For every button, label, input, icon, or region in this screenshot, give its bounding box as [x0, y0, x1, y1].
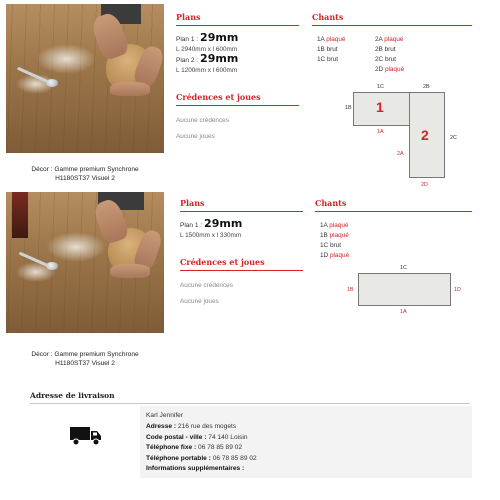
- chant-1B: 1B plaqué: [320, 232, 349, 239]
- plan-1-dimensions: L 1500mm x l 330mm: [180, 232, 242, 239]
- edge-label-1B: 1B: [347, 287, 354, 293]
- edge-label-1C: 1C: [377, 84, 384, 90]
- credences-heading: Crédences et joues: [180, 257, 265, 267]
- chants-divider: [315, 211, 472, 212]
- chant-1A: 1A plaqué: [320, 222, 349, 229]
- chants-heading: Chants: [315, 198, 347, 208]
- decor-photo: [6, 4, 164, 153]
- chant-2A: 2A plaqué: [375, 36, 404, 43]
- order-item-card-1: [0, 0, 500, 188]
- delivery-heading: Adresse de livraison: [30, 391, 115, 400]
- decor-caption: Décor : Gamme premium Synchrone H1180ST37 Visuel 2: [31, 166, 139, 182]
- no-credences-text: Aucune crédences: [180, 282, 233, 289]
- edge-label-1C: 1C: [400, 265, 407, 271]
- chants-heading: Chants: [312, 12, 344, 22]
- edge-label-1D: 1D: [454, 287, 461, 293]
- credences-divider: [180, 270, 303, 271]
- chant-1D: 1D plaqué: [320, 252, 350, 259]
- chant-2B: 2B brut: [375, 46, 396, 53]
- truck-icon: [69, 424, 103, 446]
- edge-label-1B: 1B: [345, 105, 352, 111]
- plans-divider: [176, 25, 299, 26]
- customer-name: Karl Jennifer: [146, 412, 184, 419]
- chant-1C: 1C brut: [317, 56, 338, 63]
- mobile-line: Téléphone portable : 06 78 85 89 02: [146, 455, 257, 462]
- chant-1A: 1A plaqué: [317, 36, 346, 43]
- plan-2-line: Plan 2 : 29mm: [176, 52, 239, 65]
- decor-photo: [6, 192, 164, 333]
- piece-2-number: 2: [421, 127, 429, 143]
- delivery-divider: [30, 403, 470, 404]
- edge-label-2A: 2A: [397, 151, 404, 157]
- chant-2D: 2D plaqué: [375, 66, 405, 73]
- credences-divider: [176, 105, 299, 106]
- chants-divider: [312, 25, 472, 26]
- info-line: Informations supplémentaires :: [146, 465, 245, 472]
- plans-heading: Plans: [180, 198, 205, 208]
- piece-1-number: 1: [376, 99, 384, 115]
- chant-1C: 1C brut: [320, 242, 341, 249]
- edge-label-2B: 2B: [423, 84, 430, 90]
- no-joues-text: Aucune joues: [180, 298, 219, 305]
- edge-label-2D: 2D: [421, 182, 428, 188]
- decor-caption: Décor : Gamme premium Synchrone H1180ST37 Visuel 2: [31, 351, 139, 367]
- chant-1B: 1B brut: [317, 46, 338, 53]
- plan-1-line: Plan 1 : 29mm: [180, 217, 243, 230]
- plans-heading: Plans: [176, 12, 201, 22]
- plan-1-line: Plan 1 : 29mm: [176, 31, 239, 44]
- plans-divider: [180, 211, 303, 212]
- worktop-piece-1: [358, 273, 451, 306]
- edge-label-2C: 2C: [450, 135, 457, 141]
- order-item-card-2: [0, 192, 500, 372]
- no-joues-text: Aucune joues: [176, 133, 215, 140]
- no-credences-text: Aucune crédences: [176, 117, 229, 124]
- chant-2C: 2C brut: [375, 56, 396, 63]
- credences-heading: Crédences et joues: [176, 92, 261, 102]
- plan-1-dimensions: L 2940mm x l 600mm: [176, 46, 238, 53]
- edge-label-1A: 1A: [377, 129, 384, 135]
- phone-line: Téléphone fixe : 06 78 85 89 02: [146, 444, 243, 451]
- edge-label-1A: 1A: [400, 309, 407, 315]
- address-line: Adresse : 216 rue des mogets: [146, 423, 237, 430]
- postal-line: Code postal - ville : 74 140 Loisin: [146, 434, 248, 441]
- plan-2-dimensions: L 1200mm x l 600mm: [176, 67, 238, 74]
